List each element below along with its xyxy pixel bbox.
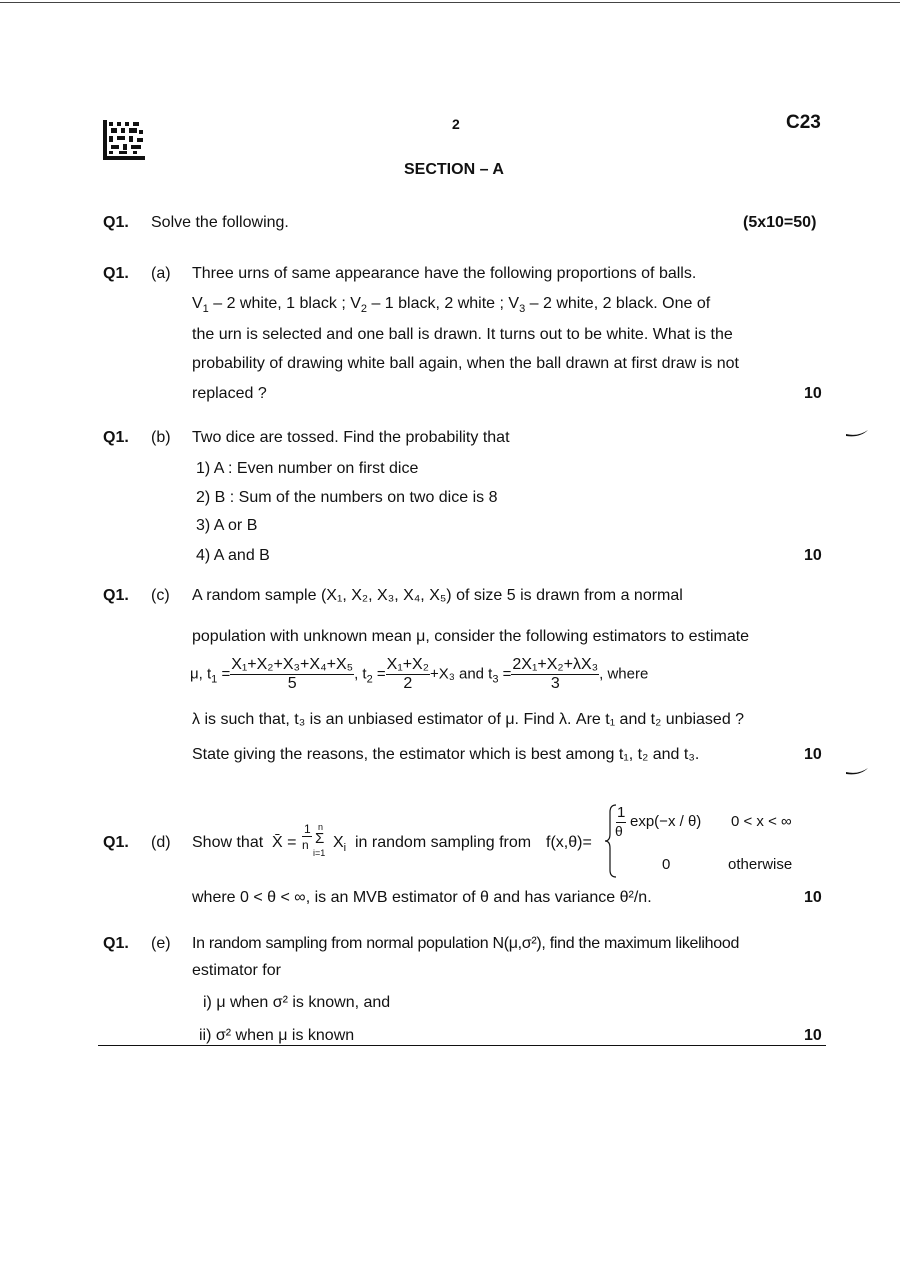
qr-code-icon: [103, 120, 145, 160]
t2-fraction: $\frac{\text{X₁+X₂}}{2}$: [386, 656, 429, 692]
qb-item: 3) A or B: [196, 517, 258, 534]
qd-frac-bar: [302, 836, 312, 837]
qc-line4: λ is such that, t₃ is an unbiased estimator of μ. Find λ. Are t₁ and t₂ unbiased ?: [192, 711, 745, 728]
qe-item1: i) μ when σ² is known, and: [203, 994, 391, 1011]
qd-case1-one: 1: [617, 804, 626, 821]
qa-line1: Three urns of same appearance have the following proportions of balls.: [192, 265, 697, 282]
bottom-rule: [98, 1045, 826, 1046]
part-label: (c): [151, 587, 170, 604]
qe-item2: ii) σ² when μ is known: [199, 1027, 355, 1044]
qa-line2: $V_1 - 2$ white, 1 black ; $V_2 - 1$ black, 2 white ; $V_3 - 2$ white, 2 black. One of: [192, 295, 711, 315]
qe-line1: In random sampling from normal population N(μ,σ²), find the maximum likelihood: [192, 935, 740, 952]
qa-marks: 10: [804, 385, 822, 402]
qb-item: 1) A : Even number on first dice: [196, 460, 419, 477]
total-marks: (5x10=50): [743, 214, 817, 231]
part-label: (d): [151, 834, 171, 851]
question-label: Q1.: [103, 587, 129, 604]
qd-one: 1: [304, 822, 311, 836]
qb-item: 4) A and B: [196, 547, 270, 564]
qa-line4: probability of drawing white ball again, when the ball drawn at first draw is not: [192, 355, 739, 372]
qc-line5: State giving the reasons, the estimator which is best among t₁, t₂ and t₃.: [192, 746, 700, 763]
top-rule: [0, 2, 900, 3]
margin-mark-icon: [846, 768, 868, 776]
qd-xbar: X̄ =: [272, 834, 297, 851]
qd-sum-top: n: [318, 822, 324, 832]
part-label: (a): [151, 265, 171, 282]
intro-text: Solve the following.: [151, 214, 289, 231]
left-brace-icon: [604, 804, 618, 878]
qb-marks: 10: [804, 547, 822, 564]
qc-estimators: μ, $t_1$ = $\frac{\text{X₁+X₂+X₃+X₄+X₅}}{5}$ , $t_2$ = $\frac{\text{X₁+X₂}}{2}$ +X₃ and $t_3$ = $\frac{\text{2X₁+X₂+λX₃}}{3}$ , where: [190, 656, 649, 692]
qd-case1-exp: exp(−x / θ): [630, 813, 702, 830]
qd-sum-symbol: Σ: [315, 830, 325, 847]
paper-code: C23: [786, 112, 821, 133]
qd-density: f(x,θ)=: [546, 834, 592, 851]
qd-case2-cond: otherwise: [728, 856, 793, 873]
qb-item: 2) B : Sum of the numbers on two dice is 8: [196, 489, 498, 506]
qe-line2: estimator for: [192, 962, 281, 979]
qa-line5: replaced ?: [192, 385, 267, 402]
qa-line3: the urn is selected and one ball is drawn. It turns out to be white. What is the: [192, 326, 733, 343]
section-title: SECTION – A: [404, 161, 504, 178]
qc-line2: population with unknown mean μ, consider the following estimators to estimate: [192, 628, 750, 645]
qd-in-random: in random sampling from: [355, 834, 532, 851]
margin-mark-icon: [846, 430, 868, 438]
part-label: (e): [151, 935, 171, 952]
qd-n: n: [302, 838, 309, 852]
qc-line1: A random sample (X₁, X₂, X₃, X₄, X₅) of size 5 is drawn from a normal: [192, 587, 683, 604]
qb-line1: Two dice are tossed. Find the probability that: [192, 429, 510, 446]
question-label: Q1.: [103, 214, 129, 231]
qd-line2: where 0 < θ < ∞, is an MVB estimator of θ and has variance θ²/n.: [192, 889, 652, 906]
question-label: Q1.: [103, 834, 129, 851]
qd-case2-val: 0: [662, 856, 671, 873]
question-label: Q1.: [103, 935, 129, 952]
question-label: Q1.: [103, 429, 129, 446]
qc-marks: 10: [804, 746, 822, 763]
qd-sum-bottom: i=1: [313, 848, 326, 858]
qe-marks: 10: [804, 1027, 822, 1044]
qd-case1-theta: θ: [615, 823, 623, 839]
part-label: (b): [151, 429, 171, 446]
t1-fraction: $\frac{\text{X₁+X₂+X₃+X₄+X₅}}{5}$: [231, 656, 354, 692]
qd-marks: 10: [804, 889, 822, 906]
qd-xi: $X_i$: [333, 834, 347, 854]
qd-show-that: Show that: [192, 834, 264, 851]
question-label: Q1.: [103, 265, 129, 282]
qd-case1-cond: 0 < x < ∞: [731, 813, 792, 830]
t3-fraction: $\frac{\text{2X₁+X₂+λX₃}}{3}$: [512, 656, 599, 692]
page-number: 2: [452, 116, 460, 132]
